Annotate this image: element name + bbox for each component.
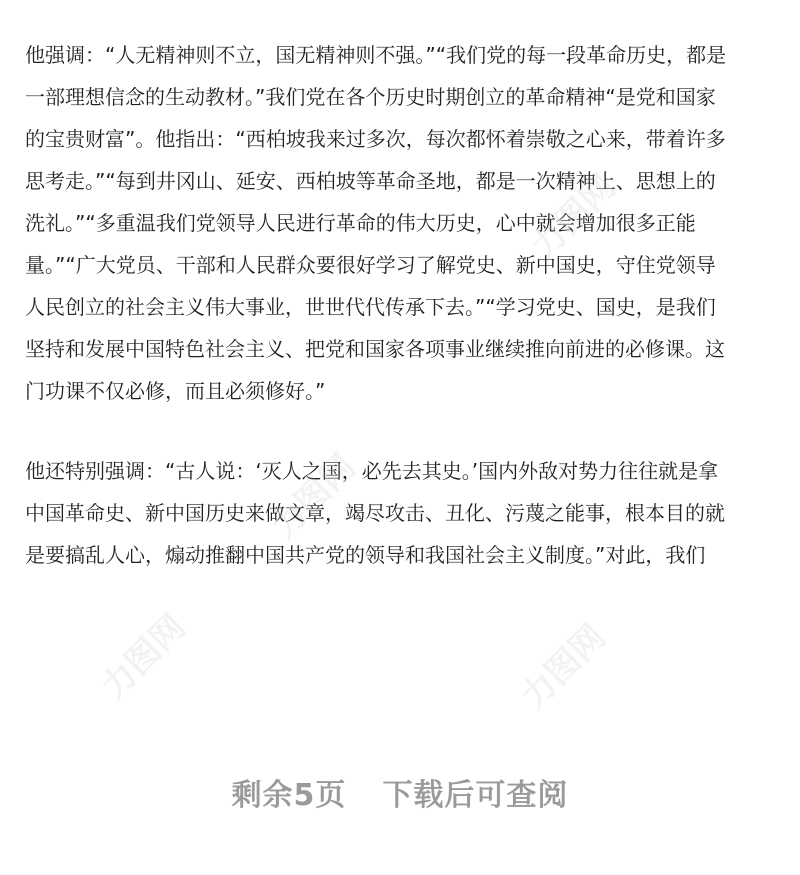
text-line: 思考走。”“每到井冈山、延安、西柏坡等革命圣地，都是一次精神上、思想上的 — [25, 169, 716, 193]
text-line: 中国革命史、新中国历史来做文章，竭尽攻击、丑化、污蔑之能事，根本目的就 — [25, 501, 725, 525]
paragraph-2 — [25, 450, 780, 576]
text-line: 人民创立的社会主义伟大事业，世世代代传承下去。”“学习党史、国史，是我们 — [25, 295, 716, 319]
text-line: 他强调：“人无精神则不立，国无精神则不强。”“我们党的每一段革命历史，都是 — [25, 43, 727, 67]
text-line: 洗礼。”“多重温我们党领导人民进行革命的伟大历史，心中就会增加很多正能 — [25, 211, 696, 235]
watermark: 力图网 — [263, 446, 364, 548]
document-body — [25, 34, 780, 576]
text-line: 他还特别强调：“古人说：‘灭人之国，必先去其史。’国内外敌对势力往往就是拿 — [25, 459, 719, 483]
paragraph-1 — [25, 34, 780, 412]
text-line: 量。”“广大党员、干部和人民群众要很好学习了解党史、新中国史，守住党领导 — [25, 253, 716, 277]
paragraph-spacer — [25, 412, 780, 450]
text-line: 坚持和发展中国特色社会主义、把党和国家各项事业继续推向前进的必修课。这 — [25, 337, 725, 361]
text-line: 的宝贵财富”。他指出：“西柏坡我来过多次，每次都怀着崇敬之心来，带着许多 — [25, 127, 726, 151]
text-line: 一部理想信念的生动教材。”我们党在各个历史时期创立的革命精神“是党和国家 — [25, 85, 716, 109]
text-line: 门功课不仅必修，而且必须修好。” — [25, 379, 326, 403]
text-line: 是要搞乱人心，煽动推翻中国共产党的领导和我国社会主义制度。”对此，我们 — [25, 543, 706, 567]
watermark: 力图网 — [93, 606, 194, 708]
remaining-pages-notice[interactable] — [0, 770, 800, 814]
download-hint-label: 下载后可查阅 — [382, 778, 569, 813]
remaining-pages-label: 剩余5页 — [231, 778, 347, 813]
watermark: 力图网 — [523, 166, 624, 268]
watermark: 力图网 — [513, 616, 614, 718]
